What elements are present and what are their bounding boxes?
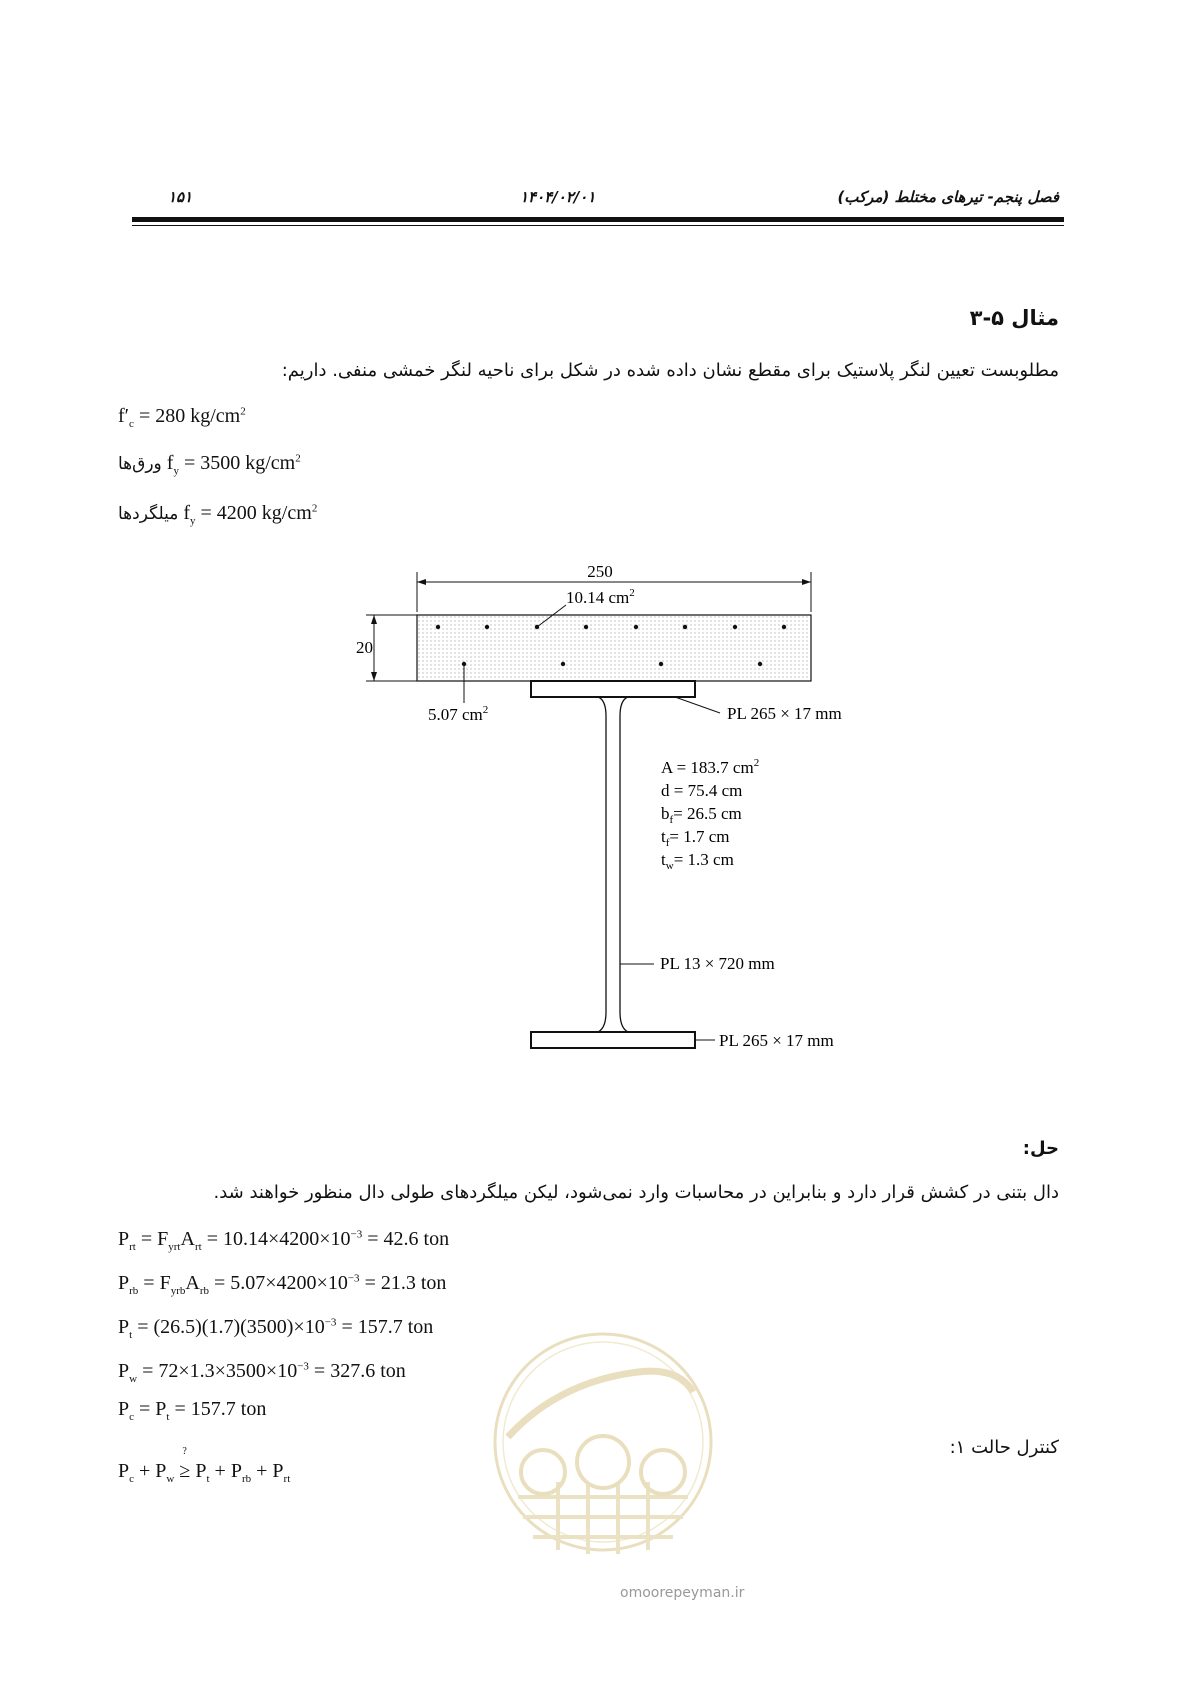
- top-rebar: [782, 625, 786, 629]
- running-header-chapter: فصل پنجم- تیرهای مختلط (مرکب): [837, 188, 1059, 206]
- bottom-flange-label: PL 265 × 17 mm: [719, 1031, 834, 1050]
- given-sup: 2: [240, 405, 246, 418]
- problem-statement: مطلوبست تعیین لنگر پلاستیک برای مقطع نشان داده شده در شکل برای ناحیه لنگر خمشی منفی. داریم:: [281, 360, 1059, 381]
- depth-arrow-bottom: [371, 672, 377, 681]
- header-rule-thick: [132, 217, 1064, 222]
- header-rule-thin: [132, 225, 1064, 226]
- given-value: = 4200 kg/cm: [200, 502, 312, 524]
- given-symbol: f: [118, 405, 125, 427]
- top-flange-label: PL 265 × 17 mm: [727, 704, 842, 723]
- given-symbol: f: [183, 502, 191, 524]
- width-label: 250: [587, 562, 613, 581]
- check-case-label: کنترل حالت ۱:: [949, 1437, 1059, 1458]
- watermark-swash: [508, 1371, 693, 1437]
- top-rebar: [485, 625, 489, 629]
- eq3-result: = 157.7 ton: [336, 1316, 434, 1338]
- equation-pw: $P_w = 72\times 1.3\times 3500\times 10^{-3} = 327.6$ ton: [118, 1360, 406, 1385]
- watermark-gear-center: [577, 1436, 629, 1488]
- equation-check-1: $P_c + P_w$ ≥ ? $P_t + P_{rb} + P_{rt}$: [118, 1446, 291, 1485]
- bottom-rebar: [659, 662, 663, 666]
- prop-bf: $b_f= 26.5$ cm: [661, 804, 742, 826]
- equation-pt: $P_t = (26.5)(1.7)(3500)\times 10^{-3} = 157.7$ ton: [118, 1316, 434, 1341]
- given-prime: ′: [124, 405, 130, 427]
- given-label: میلگردها: [118, 504, 179, 524]
- prop-area: A = 183.7 $cm^2$: [661, 757, 760, 777]
- given-symbol: f: [166, 452, 174, 474]
- equation-prb: $P_{rb} = F_{yrb}A_{rb} = 5.07\times 4200\times 10^{-3} = 21.3$ ton: [118, 1272, 447, 1297]
- given-sub: y: [173, 465, 179, 477]
- web-right-edge: [620, 697, 628, 1032]
- eq3-body: = (26.5)(1.7)(3500)×10: [137, 1316, 325, 1338]
- eq2-result: = 21.3 ton: [359, 1272, 447, 1294]
- eq1-body: = 10.14×4200×10: [206, 1228, 351, 1250]
- given-sub: y: [190, 515, 196, 527]
- width-arrow-right: [802, 579, 811, 585]
- page-number: ۱۵۱: [168, 188, 193, 206]
- given-fy-rebar: [118, 502, 317, 527]
- concrete-slab: [417, 615, 811, 681]
- solution-text: دال بتنی در کشش قرار دارد و بنابراین در محاسبات وارد نمی‌شود، لیکن میلگردهای طولی دال منظور خواهند شد.: [213, 1182, 1059, 1203]
- web-plate-label: PL 13 × 720 mm: [660, 954, 775, 973]
- watermark-gear-right: [641, 1450, 685, 1494]
- depth-arrow-top: [371, 615, 377, 624]
- example-title: مثال ۵-۳: [969, 306, 1059, 330]
- bottom-rebar-label: 5.07 $cm^2$: [428, 704, 489, 724]
- eq4-body: = 72×1.3×3500×10: [142, 1360, 298, 1382]
- top-rebar: [436, 625, 440, 629]
- width-arrow-left: [417, 579, 426, 585]
- watermark-url: omoorepeyman.ir: [620, 1585, 745, 1601]
- given-value: = 280 kg/cm: [138, 405, 241, 427]
- equation-pc: $P_c = P_t = 157.7$ ton: [118, 1398, 267, 1423]
- running-header-date: ۱۴۰۴/۰۲/۰۱: [520, 188, 596, 206]
- top-rebar: [683, 625, 687, 629]
- top-rebar: [634, 625, 638, 629]
- top-rebar: [584, 625, 588, 629]
- top-rebar: [733, 625, 737, 629]
- given-label: ورق‌ها: [118, 454, 162, 474]
- eq1-result: = 42.6 ton: [362, 1228, 450, 1250]
- depth-label: 20: [356, 638, 373, 657]
- prop-tw: $t_w= 1.3$ cm: [661, 850, 734, 872]
- eq2-body: = 5.07×4200×10: [214, 1272, 348, 1294]
- top-flange-leader: [675, 697, 720, 713]
- composite-section-figure: [330, 560, 890, 1090]
- bottom-rebar: [758, 662, 762, 666]
- equation-prt: $P_{rt} = F_{yrt}A_{rt} = 10.14\times 4200\times 10^{-3} = 42.6$ ton: [118, 1228, 450, 1253]
- solution-title: حل:: [1022, 1138, 1059, 1159]
- given-fy-plates: [118, 452, 301, 477]
- web-left-edge: [598, 697, 606, 1032]
- bottom-flange-plate: [531, 1032, 695, 1048]
- eq4-result: = 327.6 ton: [308, 1360, 406, 1382]
- watermark-logo: [488, 1322, 718, 1572]
- given-fc: [118, 405, 246, 430]
- bottom-rebar: [561, 662, 565, 666]
- given-sub: c: [129, 418, 134, 430]
- top-rebar-label: 10.14 $cm^2$: [566, 587, 635, 607]
- given-value: = 3500 kg/cm: [183, 452, 296, 474]
- prop-depth: d = 75.4 cm: [661, 781, 743, 800]
- given-sup: 2: [295, 452, 301, 465]
- eq5-body: = 157.7 ton: [174, 1398, 267, 1420]
- prop-tf: $t_f= 1.7$ cm: [661, 827, 730, 849]
- watermark-gear-left: [521, 1450, 565, 1494]
- given-sup: 2: [311, 502, 318, 515]
- top-flange-plate: [531, 681, 695, 697]
